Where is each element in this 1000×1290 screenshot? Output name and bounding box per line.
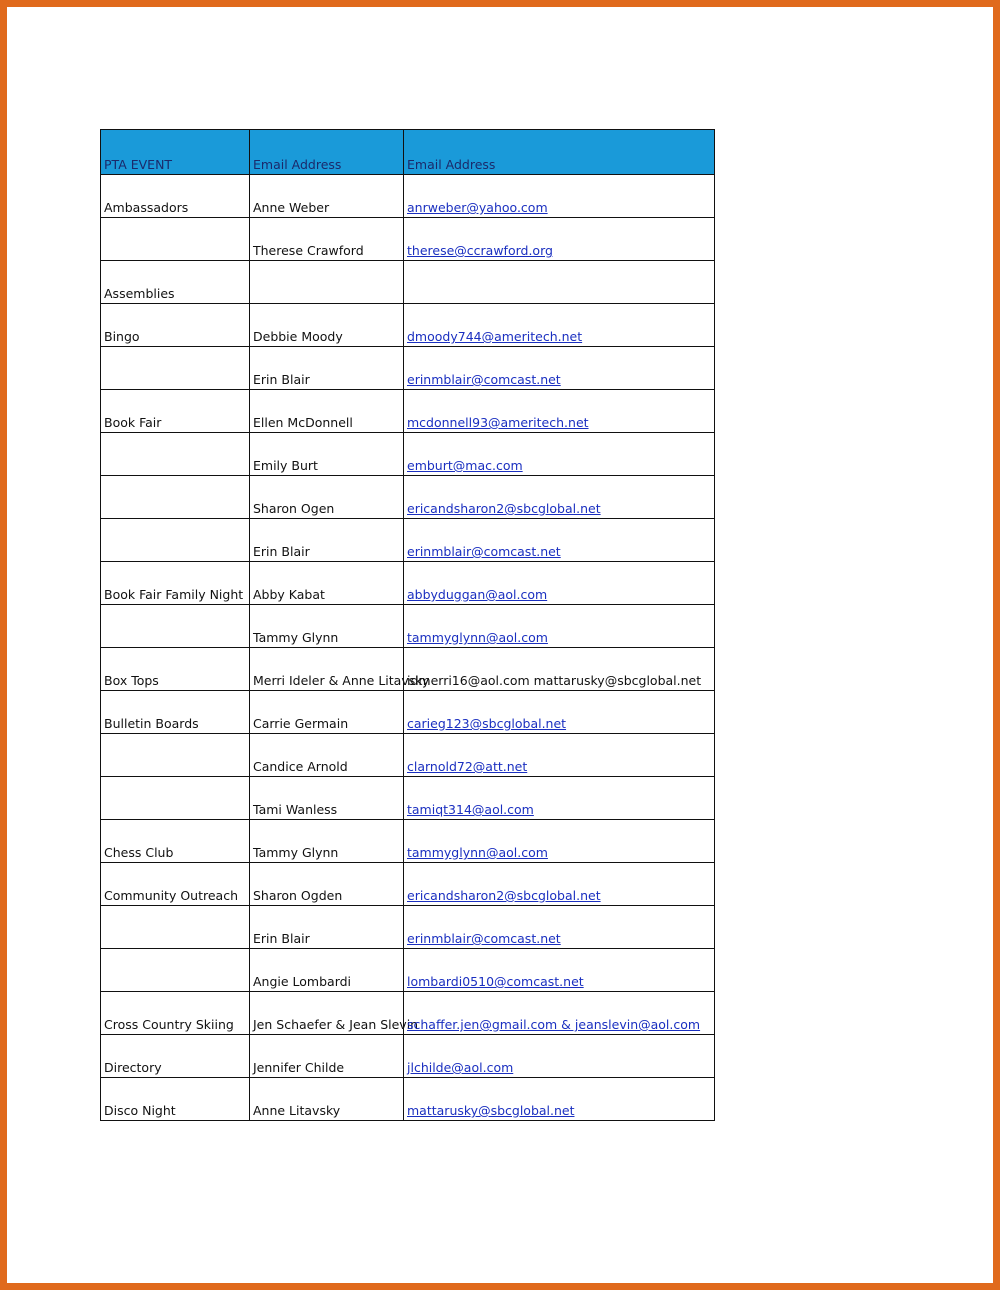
email-cell [404,949,715,992]
email-link[interactable]: schaffer.jen@gmail.com & jeanslevin@aol.com [407,1017,701,1032]
event-cell: Book Fair [101,390,250,433]
contact-name-cell: Erin Blair [250,906,404,949]
email-cell [404,906,715,949]
table-row [101,218,715,261]
event-cell: Chess Club [101,820,250,863]
header-row [101,130,715,175]
email-link[interactable]: erinmblair@comcast.net [407,372,561,387]
email-cell [404,1078,715,1121]
event-cell [101,906,250,949]
email-link[interactable]: mattarusky@sbcglobal.net [407,1103,575,1118]
table-row [101,433,715,476]
event-cell: Book Fair Family Night [101,562,250,605]
contact-name-cell: Jen Schaefer & Jean Slevin [250,992,404,1035]
email-cell [404,777,715,820]
email-cell [404,390,715,433]
contact-name-cell: Tammy Glynn [250,820,404,863]
email-cell [404,691,715,734]
email-link[interactable]: clarnold72@att.net [407,759,528,774]
table-row [101,1078,715,1121]
event-cell: Directory [101,1035,250,1078]
table-row [101,175,715,218]
contact-name-cell: Tammy Glynn [250,605,404,648]
email-cell [404,476,715,519]
table-row [101,820,715,863]
table-row [101,949,715,992]
email-cell [404,519,715,562]
event-cell: Ambassadors [101,175,250,218]
table-row [101,476,715,519]
email-link[interactable]: erinmblair@comcast.net [407,544,561,559]
table-row [101,304,715,347]
table-row [101,1035,715,1078]
contact-name-cell: Sharon Ogen [250,476,404,519]
table-row [101,347,715,390]
event-cell: Cross Country Skiing [101,992,250,1035]
contact-name-cell: Jennifer Childe [250,1035,404,1078]
contact-name-cell: Abby Kabat [250,562,404,605]
event-cell [101,777,250,820]
event-cell [101,734,250,777]
table-row [101,390,715,433]
contact-name-cell: Sharon Ogden [250,863,404,906]
event-cell: Assemblies [101,261,250,304]
email-cell [404,175,715,218]
email-cell [404,992,715,1035]
table-row [101,648,715,691]
event-cell: Box Tops [101,648,250,691]
contact-name-cell: Candice Arnold [250,734,404,777]
contact-name-cell: Emily Burt [250,433,404,476]
event-cell [101,476,250,519]
event-cell: Bulletin Boards [101,691,250,734]
email-cell [404,562,715,605]
event-cell: Community Outreach [101,863,250,906]
email-cell [404,734,715,777]
event-cell [101,605,250,648]
email-cell [404,648,715,691]
email-link[interactable]: jlchilde@aol.com [407,1060,514,1075]
email-text: idmerri16@aol.com mattarusky@sbcglobal.net [407,673,702,688]
table-row [101,992,715,1035]
table-row [101,261,715,304]
contact-name-cell: Erin Blair [250,347,404,390]
email-link[interactable]: anrweber@yahoo.com [407,200,548,215]
contact-name-cell: Ellen McDonnell [250,390,404,433]
table-row [101,906,715,949]
event-cell [101,949,250,992]
contact-name-cell: Debbie Moody [250,304,404,347]
email-link[interactable]: therese@ccrawford.org [407,243,553,258]
email-link[interactable]: emburt@mac.com [407,458,523,473]
email-cell [404,304,715,347]
table-body [101,175,715,1121]
event-cell: Bingo [101,304,250,347]
header-email-address-name: Email Address [250,130,404,175]
contact-name-cell: Tami Wanless [250,777,404,820]
email-link[interactable]: ericandsharon2@sbcglobal.net [407,501,601,516]
table-row [101,863,715,906]
contact-name-cell: Anne Litavsky [250,1078,404,1121]
email-cell [404,433,715,476]
email-link[interactable]: tamiqt314@aol.com [407,802,534,817]
header-email-address: Email Address [404,130,715,175]
event-cell [101,433,250,476]
email-cell [404,820,715,863]
email-link[interactable]: tammyglynn@aol.com [407,630,548,645]
pta-contact-table [100,129,715,1121]
table-row [101,519,715,562]
contact-name-cell: Therese Crawford [250,218,404,261]
contact-name-cell: Merri Ideler & Anne Litavsky [250,648,404,691]
header-pta-event: PTA EVENT [101,130,250,175]
table-row [101,734,715,777]
table-row [101,562,715,605]
contact-name-cell: Angie Lombardi [250,949,404,992]
event-cell [101,218,250,261]
contact-name-cell [250,261,404,304]
email-cell [404,261,715,304]
email-cell [404,1035,715,1078]
email-link[interactable]: dmoody744@ameritech.net [407,329,583,344]
contact-name-cell: Erin Blair [250,519,404,562]
email-link[interactable]: lombardi0510@comcast.net [407,974,584,989]
table-row [101,605,715,648]
email-link[interactable]: carieg123@sbcglobal.net [407,716,567,731]
table-row [101,777,715,820]
email-cell [404,347,715,390]
event-cell: Disco Night [101,1078,250,1121]
email-cell [404,605,715,648]
email-cell [404,218,715,261]
email-link[interactable]: ericandsharon2@sbcglobal.net [407,888,601,903]
email-link[interactable]: erinmblair@comcast.net [407,931,561,946]
email-link[interactable]: tammyglynn@aol.com [407,845,548,860]
contact-name-cell: Carrie Germain [250,691,404,734]
contact-name-cell: Anne Weber [250,175,404,218]
table-row [101,691,715,734]
email-link[interactable]: mcdonnell93@ameritech.net [407,415,589,430]
event-cell [101,519,250,562]
event-cell [101,347,250,390]
email-link[interactable]: abbyduggan@aol.com [407,587,548,602]
email-cell [404,863,715,906]
